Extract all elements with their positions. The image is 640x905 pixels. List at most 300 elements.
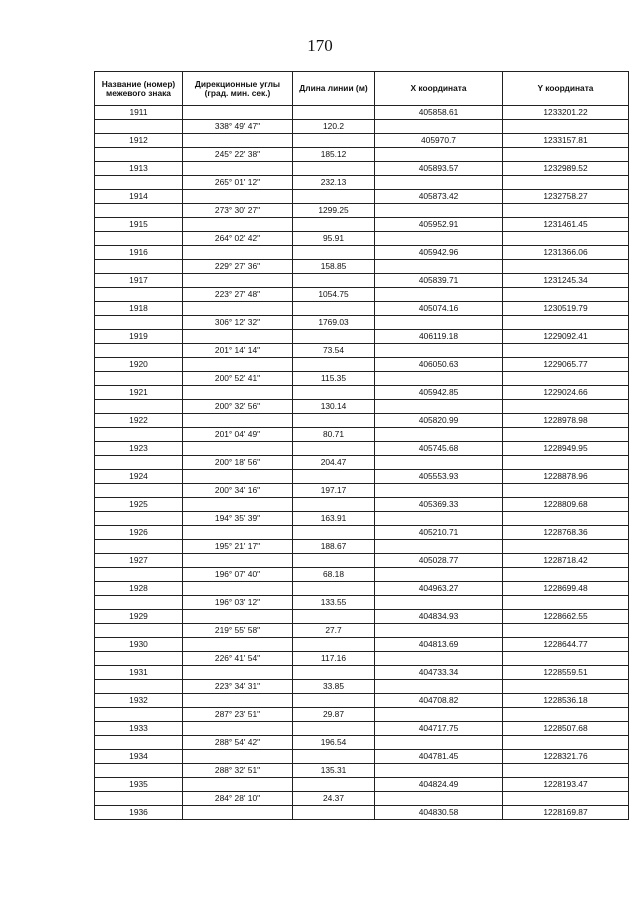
empty-cell bbox=[375, 792, 503, 806]
segment-row bbox=[95, 120, 629, 134]
segment-row bbox=[95, 372, 629, 386]
empty-cell bbox=[375, 288, 503, 302]
empty-cell bbox=[95, 428, 183, 442]
y-coordinate-cell: 1229065.77 bbox=[503, 358, 629, 372]
empty-cell bbox=[183, 386, 293, 400]
point-name-cell: 1919 bbox=[95, 330, 183, 344]
empty-cell bbox=[95, 316, 183, 330]
y-coordinate-cell: 1233157.81 bbox=[503, 134, 629, 148]
x-coordinate-cell: 404708.82 bbox=[375, 694, 503, 708]
empty-cell bbox=[503, 568, 629, 582]
empty-cell bbox=[503, 680, 629, 694]
direction-angle-cell: 229° 27' 36" bbox=[183, 260, 293, 274]
point-row bbox=[95, 806, 629, 820]
point-row bbox=[95, 582, 629, 596]
y-coordinate-cell: 1228193.47 bbox=[503, 778, 629, 792]
segment-row bbox=[95, 708, 629, 722]
empty-cell bbox=[95, 288, 183, 302]
empty-cell bbox=[183, 106, 293, 120]
point-name-cell: 1936 bbox=[95, 806, 183, 820]
segment-row bbox=[95, 344, 629, 358]
empty-cell bbox=[375, 148, 503, 162]
point-row bbox=[95, 386, 629, 400]
x-coordinate-cell: 405952.91 bbox=[375, 218, 503, 232]
y-coordinate-cell: 1228507.68 bbox=[503, 722, 629, 736]
segment-row bbox=[95, 176, 629, 190]
empty-cell bbox=[183, 806, 293, 820]
segment-row bbox=[95, 652, 629, 666]
empty-cell bbox=[293, 302, 375, 316]
direction-angle-cell: 223° 27' 48" bbox=[183, 288, 293, 302]
header-point-name: Название (номер) межевого знака bbox=[95, 72, 183, 106]
line-length-cell: 163.91 bbox=[293, 512, 375, 526]
line-length-cell: 1054.75 bbox=[293, 288, 375, 302]
empty-cell bbox=[183, 666, 293, 680]
empty-cell bbox=[375, 652, 503, 666]
empty-cell bbox=[503, 456, 629, 470]
point-row bbox=[95, 302, 629, 316]
point-row bbox=[95, 554, 629, 568]
empty-cell bbox=[503, 624, 629, 638]
point-name-cell: 1918 bbox=[95, 302, 183, 316]
line-length-cell: 29.87 bbox=[293, 708, 375, 722]
direction-angle-cell: 196° 03' 12" bbox=[183, 596, 293, 610]
empty-cell bbox=[293, 162, 375, 176]
empty-cell bbox=[293, 190, 375, 204]
empty-cell bbox=[503, 428, 629, 442]
empty-cell bbox=[183, 582, 293, 596]
table-header bbox=[95, 72, 629, 106]
empty-cell bbox=[293, 750, 375, 764]
empty-cell bbox=[503, 316, 629, 330]
y-coordinate-cell: 1232758.27 bbox=[503, 190, 629, 204]
point-name-cell: 1927 bbox=[95, 554, 183, 568]
line-length-cell: 1769.03 bbox=[293, 316, 375, 330]
header-y-coordinate: Y координата bbox=[503, 72, 629, 106]
table-body bbox=[95, 106, 629, 820]
segment-row bbox=[95, 204, 629, 218]
point-row bbox=[95, 526, 629, 540]
y-coordinate-cell: 1229024.66 bbox=[503, 386, 629, 400]
x-coordinate-cell: 405942.96 bbox=[375, 246, 503, 260]
empty-cell bbox=[183, 638, 293, 652]
y-coordinate-cell: 1231366.06 bbox=[503, 246, 629, 260]
direction-angle-cell: 223° 34' 31" bbox=[183, 680, 293, 694]
empty-cell bbox=[293, 442, 375, 456]
x-coordinate-cell: 404781.45 bbox=[375, 750, 503, 764]
empty-cell bbox=[183, 554, 293, 568]
empty-cell bbox=[95, 400, 183, 414]
empty-cell bbox=[503, 232, 629, 246]
empty-cell bbox=[503, 512, 629, 526]
x-coordinate-cell: 405839.71 bbox=[375, 274, 503, 288]
empty-cell bbox=[293, 414, 375, 428]
segment-row bbox=[95, 260, 629, 274]
empty-cell bbox=[503, 400, 629, 414]
y-coordinate-cell: 1228699.48 bbox=[503, 582, 629, 596]
line-length-cell: 80.71 bbox=[293, 428, 375, 442]
point-name-cell: 1915 bbox=[95, 218, 183, 232]
point-row bbox=[95, 610, 629, 624]
empty-cell bbox=[183, 246, 293, 260]
direction-angle-cell: 287° 23' 51" bbox=[183, 708, 293, 722]
y-coordinate-cell: 1228978.98 bbox=[503, 414, 629, 428]
x-coordinate-cell: 404824.49 bbox=[375, 778, 503, 792]
point-row bbox=[95, 666, 629, 680]
y-coordinate-cell: 1228949.95 bbox=[503, 442, 629, 456]
line-length-cell: 115.35 bbox=[293, 372, 375, 386]
empty-cell bbox=[183, 134, 293, 148]
empty-cell bbox=[183, 218, 293, 232]
empty-cell bbox=[95, 764, 183, 778]
empty-cell bbox=[375, 708, 503, 722]
header-row bbox=[95, 72, 629, 106]
point-row bbox=[95, 190, 629, 204]
y-coordinate-cell: 1230519.79 bbox=[503, 302, 629, 316]
coordinates-table bbox=[94, 71, 629, 820]
empty-cell bbox=[95, 540, 183, 554]
empty-cell bbox=[375, 456, 503, 470]
empty-cell bbox=[95, 512, 183, 526]
empty-cell bbox=[503, 792, 629, 806]
line-length-cell: 73.54 bbox=[293, 344, 375, 358]
direction-angle-cell: 195° 21' 17" bbox=[183, 540, 293, 554]
y-coordinate-cell: 1228809.68 bbox=[503, 498, 629, 512]
empty-cell bbox=[293, 778, 375, 792]
x-coordinate-cell: 405873.42 bbox=[375, 190, 503, 204]
line-length-cell: 185.12 bbox=[293, 148, 375, 162]
line-length-cell: 232.13 bbox=[293, 176, 375, 190]
point-name-cell: 1913 bbox=[95, 162, 183, 176]
point-name-cell: 1922 bbox=[95, 414, 183, 428]
line-length-cell: 196.54 bbox=[293, 736, 375, 750]
point-name-cell: 1935 bbox=[95, 778, 183, 792]
point-name-cell: 1912 bbox=[95, 134, 183, 148]
empty-cell bbox=[375, 120, 503, 134]
empty-cell bbox=[183, 302, 293, 316]
point-name-cell: 1923 bbox=[95, 442, 183, 456]
y-coordinate-cell: 1228644.77 bbox=[503, 638, 629, 652]
point-row bbox=[95, 638, 629, 652]
segment-row bbox=[95, 624, 629, 638]
point-name-cell: 1914 bbox=[95, 190, 183, 204]
line-length-cell: 117.16 bbox=[293, 652, 375, 666]
empty-cell bbox=[375, 512, 503, 526]
empty-cell bbox=[375, 484, 503, 498]
empty-cell bbox=[503, 764, 629, 778]
x-coordinate-cell: 404733.34 bbox=[375, 666, 503, 680]
point-name-cell: 1929 bbox=[95, 610, 183, 624]
empty-cell bbox=[95, 596, 183, 610]
line-length-cell: 24.37 bbox=[293, 792, 375, 806]
x-coordinate-cell: 404834.93 bbox=[375, 610, 503, 624]
empty-cell bbox=[95, 680, 183, 694]
point-name-cell: 1911 bbox=[95, 106, 183, 120]
empty-cell bbox=[183, 610, 293, 624]
direction-angle-cell: 200° 18' 56" bbox=[183, 456, 293, 470]
segment-row bbox=[95, 316, 629, 330]
empty-cell bbox=[95, 652, 183, 666]
empty-cell bbox=[183, 358, 293, 372]
y-coordinate-cell: 1233201.22 bbox=[503, 106, 629, 120]
empty-cell bbox=[183, 778, 293, 792]
point-name-cell: 1934 bbox=[95, 750, 183, 764]
point-row bbox=[95, 330, 629, 344]
x-coordinate-cell: 405074.16 bbox=[375, 302, 503, 316]
segment-row bbox=[95, 596, 629, 610]
empty-cell bbox=[95, 120, 183, 134]
direction-angle-cell: 284° 28' 10" bbox=[183, 792, 293, 806]
segment-row bbox=[95, 540, 629, 554]
empty-cell bbox=[183, 162, 293, 176]
empty-cell bbox=[503, 176, 629, 190]
empty-cell bbox=[95, 344, 183, 358]
point-name-cell: 1928 bbox=[95, 582, 183, 596]
empty-cell bbox=[503, 288, 629, 302]
point-row bbox=[95, 162, 629, 176]
x-coordinate-cell: 404813.69 bbox=[375, 638, 503, 652]
point-name-cell: 1931 bbox=[95, 666, 183, 680]
segment-row bbox=[95, 484, 629, 498]
empty-cell bbox=[503, 484, 629, 498]
x-coordinate-cell: 405369.33 bbox=[375, 498, 503, 512]
line-length-cell: 130.14 bbox=[293, 400, 375, 414]
empty-cell bbox=[293, 638, 375, 652]
empty-cell bbox=[375, 204, 503, 218]
empty-cell bbox=[503, 540, 629, 554]
point-name-cell: 1925 bbox=[95, 498, 183, 512]
direction-angle-cell: 194° 35' 39" bbox=[183, 512, 293, 526]
empty-cell bbox=[183, 526, 293, 540]
y-coordinate-cell: 1231461.45 bbox=[503, 218, 629, 232]
empty-cell bbox=[293, 134, 375, 148]
empty-cell bbox=[183, 414, 293, 428]
y-coordinate-cell: 1228718.42 bbox=[503, 554, 629, 568]
empty-cell bbox=[95, 736, 183, 750]
x-coordinate-cell: 405553.93 bbox=[375, 470, 503, 484]
empty-cell bbox=[375, 260, 503, 274]
direction-angle-cell: 288° 32' 51" bbox=[183, 764, 293, 778]
empty-cell bbox=[293, 582, 375, 596]
empty-cell bbox=[95, 232, 183, 246]
empty-cell bbox=[293, 218, 375, 232]
x-coordinate-cell: 405893.57 bbox=[375, 162, 503, 176]
line-length-cell: 133.55 bbox=[293, 596, 375, 610]
empty-cell bbox=[293, 470, 375, 484]
empty-cell bbox=[293, 358, 375, 372]
y-coordinate-cell: 1232989.52 bbox=[503, 162, 629, 176]
point-row bbox=[95, 498, 629, 512]
direction-angle-cell: 288° 54' 42" bbox=[183, 736, 293, 750]
empty-cell bbox=[95, 624, 183, 638]
empty-cell bbox=[503, 344, 629, 358]
segment-row bbox=[95, 232, 629, 246]
empty-cell bbox=[95, 204, 183, 218]
x-coordinate-cell: 405745.68 bbox=[375, 442, 503, 456]
empty-cell bbox=[375, 736, 503, 750]
y-coordinate-cell: 1228536.18 bbox=[503, 694, 629, 708]
direction-angle-cell: 226° 41' 54" bbox=[183, 652, 293, 666]
line-length-cell: 135.31 bbox=[293, 764, 375, 778]
segment-row bbox=[95, 456, 629, 470]
point-row bbox=[95, 750, 629, 764]
direction-angle-cell: 200° 34' 16" bbox=[183, 484, 293, 498]
empty-cell bbox=[293, 722, 375, 736]
line-length-cell: 27.7 bbox=[293, 624, 375, 638]
segment-row bbox=[95, 792, 629, 806]
empty-cell bbox=[183, 750, 293, 764]
point-name-cell: 1932 bbox=[95, 694, 183, 708]
empty-cell bbox=[293, 106, 375, 120]
point-name-cell: 1916 bbox=[95, 246, 183, 260]
segment-row bbox=[95, 568, 629, 582]
page-number: 170 bbox=[307, 36, 333, 55]
x-coordinate-cell: 406119.18 bbox=[375, 330, 503, 344]
line-length-cell: 158.85 bbox=[293, 260, 375, 274]
empty-cell bbox=[375, 428, 503, 442]
empty-cell bbox=[95, 176, 183, 190]
line-length-cell: 204.47 bbox=[293, 456, 375, 470]
line-length-cell: 1299.25 bbox=[293, 204, 375, 218]
x-coordinate-cell: 405942.85 bbox=[375, 386, 503, 400]
x-coordinate-cell: 405858.61 bbox=[375, 106, 503, 120]
y-coordinate-cell: 1228559.51 bbox=[503, 666, 629, 680]
direction-angle-cell: 264° 02' 42" bbox=[183, 232, 293, 246]
point-name-cell: 1926 bbox=[95, 526, 183, 540]
segment-row bbox=[95, 428, 629, 442]
direction-angle-cell: 306° 12' 32" bbox=[183, 316, 293, 330]
empty-cell bbox=[503, 120, 629, 134]
header-direction-angle: Дирекционные углы (град. мин. сек.) bbox=[183, 72, 293, 106]
point-row bbox=[95, 358, 629, 372]
empty-cell bbox=[95, 260, 183, 274]
line-length-cell: 68.18 bbox=[293, 568, 375, 582]
point-row bbox=[95, 442, 629, 456]
point-row bbox=[95, 414, 629, 428]
point-row bbox=[95, 218, 629, 232]
point-name-cell: 1920 bbox=[95, 358, 183, 372]
empty-cell bbox=[183, 498, 293, 512]
empty-cell bbox=[293, 330, 375, 344]
point-name-cell: 1933 bbox=[95, 722, 183, 736]
empty-cell bbox=[375, 400, 503, 414]
empty-cell bbox=[293, 666, 375, 680]
segment-row bbox=[95, 736, 629, 750]
empty-cell bbox=[503, 596, 629, 610]
empty-cell bbox=[293, 610, 375, 624]
header-x-coordinate: X координата bbox=[375, 72, 503, 106]
direction-angle-cell: 265° 01' 12" bbox=[183, 176, 293, 190]
empty-cell bbox=[293, 498, 375, 512]
empty-cell bbox=[95, 568, 183, 582]
empty-cell bbox=[183, 330, 293, 344]
empty-cell bbox=[375, 568, 503, 582]
point-row bbox=[95, 722, 629, 736]
point-name-cell: 1924 bbox=[95, 470, 183, 484]
empty-cell bbox=[183, 470, 293, 484]
point-name-cell: 1917 bbox=[95, 274, 183, 288]
empty-cell bbox=[293, 386, 375, 400]
point-row bbox=[95, 106, 629, 120]
empty-cell bbox=[95, 456, 183, 470]
empty-cell bbox=[375, 344, 503, 358]
x-coordinate-cell: 404830.58 bbox=[375, 806, 503, 820]
point-row bbox=[95, 134, 629, 148]
empty-cell bbox=[183, 722, 293, 736]
empty-cell bbox=[183, 442, 293, 456]
empty-cell bbox=[293, 246, 375, 260]
direction-angle-cell: 200° 52' 41" bbox=[183, 372, 293, 386]
empty-cell bbox=[293, 526, 375, 540]
segment-row bbox=[95, 400, 629, 414]
direction-angle-cell: 338° 49' 47" bbox=[183, 120, 293, 134]
direction-angle-cell: 201° 14' 14" bbox=[183, 344, 293, 358]
point-name-cell: 1921 bbox=[95, 386, 183, 400]
empty-cell bbox=[95, 372, 183, 386]
empty-cell bbox=[293, 694, 375, 708]
line-length-cell: 120.2 bbox=[293, 120, 375, 134]
direction-angle-cell: 219° 55' 58" bbox=[183, 624, 293, 638]
empty-cell bbox=[183, 694, 293, 708]
point-row bbox=[95, 694, 629, 708]
line-length-cell: 33.85 bbox=[293, 680, 375, 694]
y-coordinate-cell: 1228169.87 bbox=[503, 806, 629, 820]
empty-cell bbox=[375, 596, 503, 610]
empty-cell bbox=[503, 708, 629, 722]
empty-cell bbox=[375, 540, 503, 554]
direction-angle-cell: 245° 22' 38" bbox=[183, 148, 293, 162]
point-row bbox=[95, 470, 629, 484]
empty-cell bbox=[95, 708, 183, 722]
empty-cell bbox=[503, 736, 629, 750]
empty-cell bbox=[503, 372, 629, 386]
empty-cell bbox=[503, 204, 629, 218]
empty-cell bbox=[375, 176, 503, 190]
empty-cell bbox=[95, 148, 183, 162]
direction-angle-cell: 273° 30' 27" bbox=[183, 204, 293, 218]
point-row bbox=[95, 778, 629, 792]
empty-cell bbox=[375, 372, 503, 386]
y-coordinate-cell: 1229092.41 bbox=[503, 330, 629, 344]
empty-cell bbox=[503, 148, 629, 162]
x-coordinate-cell: 406050.63 bbox=[375, 358, 503, 372]
empty-cell bbox=[503, 260, 629, 274]
segment-row bbox=[95, 288, 629, 302]
empty-cell bbox=[293, 806, 375, 820]
y-coordinate-cell: 1228662.55 bbox=[503, 610, 629, 624]
direction-angle-cell: 200° 32' 56" bbox=[183, 400, 293, 414]
segment-row bbox=[95, 680, 629, 694]
empty-cell bbox=[293, 554, 375, 568]
y-coordinate-cell: 1228321.76 bbox=[503, 750, 629, 764]
empty-cell bbox=[375, 680, 503, 694]
x-coordinate-cell: 405210.71 bbox=[375, 526, 503, 540]
x-coordinate-cell: 404963.27 bbox=[375, 582, 503, 596]
empty-cell bbox=[183, 274, 293, 288]
empty-cell bbox=[293, 274, 375, 288]
point-row bbox=[95, 274, 629, 288]
empty-cell bbox=[375, 232, 503, 246]
empty-cell bbox=[503, 652, 629, 666]
direction-angle-cell: 196° 07' 40" bbox=[183, 568, 293, 582]
x-coordinate-cell: 405820.99 bbox=[375, 414, 503, 428]
segment-row bbox=[95, 512, 629, 526]
empty-cell bbox=[95, 792, 183, 806]
x-coordinate-cell: 404717.75 bbox=[375, 722, 503, 736]
x-coordinate-cell: 405970.7 bbox=[375, 134, 503, 148]
line-length-cell: 95.91 bbox=[293, 232, 375, 246]
x-coordinate-cell: 405028.77 bbox=[375, 554, 503, 568]
